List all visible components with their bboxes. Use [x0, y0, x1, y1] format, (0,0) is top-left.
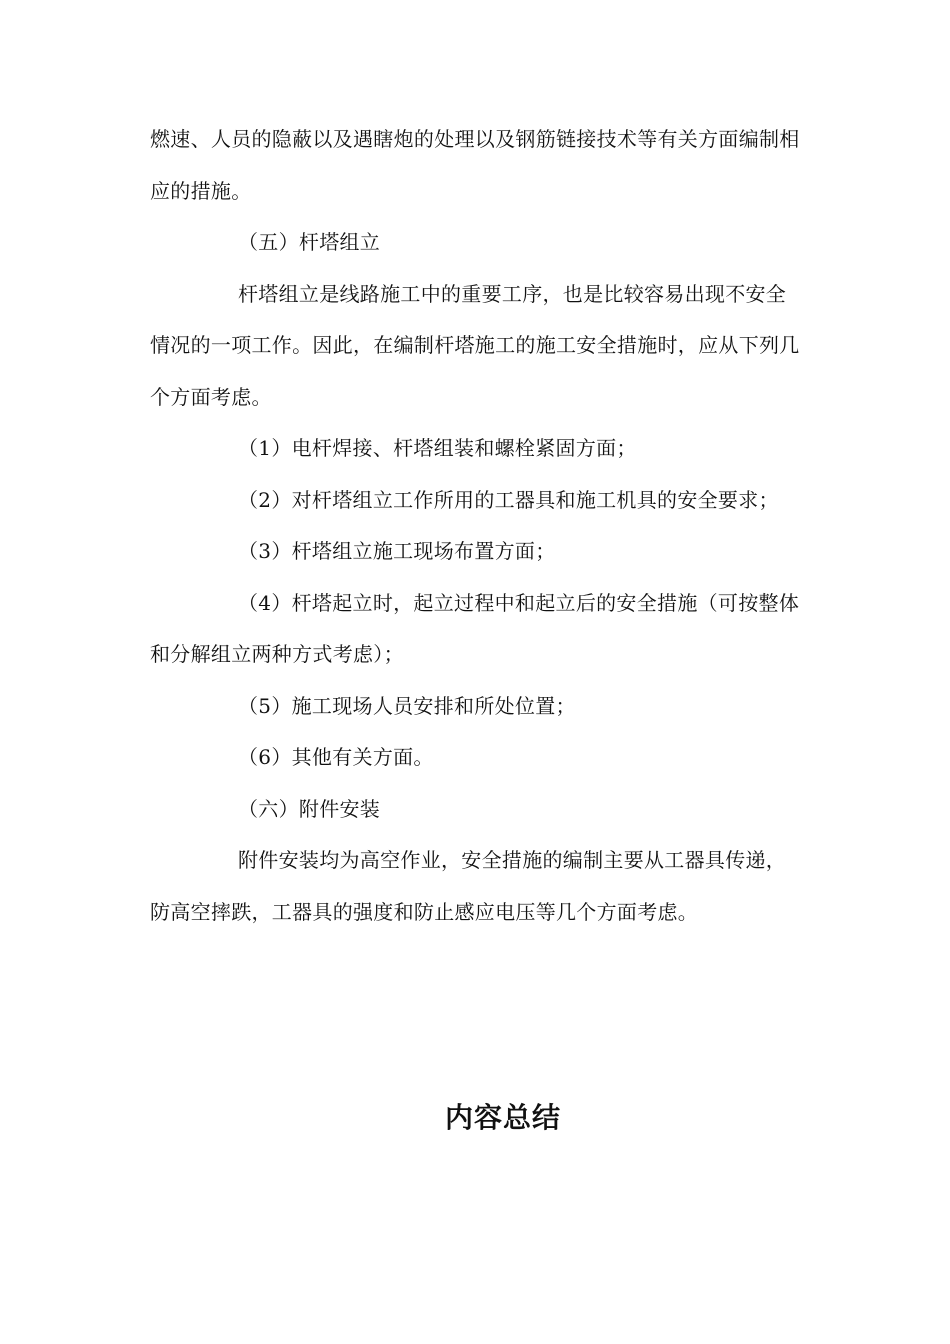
list-item-6: （6）其他有关方面。 [238, 745, 434, 769]
list-item-5: （5）施工现场人员安排和所处位置； [238, 693, 576, 718]
document-body [150, 114, 802, 938]
list-item-3: （3）杆塔组立施工现场布置方面； [238, 539, 556, 563]
list-item-2: （2）对杆塔组立工作所用的工器具和施工机具的安全要求； [238, 487, 779, 512]
paragraph-tower-erection-intro: 杆塔组立是线路施工中的重要工序，也是比较容易出现不安全情况的一项工作。因此，在编制杆塔施工的施工安全措施时，应从下列几个方面考虑。 [150, 281, 800, 409]
paragraph-blasting-continuation: 燃速、人员的隐蔽以及遇瞎炮的处理以及钢筋链接技术等有关方面编制相应的措施。 [150, 127, 800, 203]
paragraph-fittings-installation: 附件安装均为高空作业，安全措施的编制主要从工器具传递，防高空摔跌，工器具的强度和防止感应电压等几个方面考虑。 [150, 848, 787, 924]
section-heading-fittings-installation: （六）附件安装 [238, 796, 381, 821]
summary-title: 内容总结 [444, 1101, 561, 1134]
section-heading-tower-erection: （五）杆塔组立 [238, 230, 381, 254]
list-item-4: （4）杆塔起立时，起立过程中和起立后的安全措施（可按整体和分解组立两种方式考虑）； [150, 590, 800, 666]
list-item-1: （1）电杆焊接、杆塔组装和螺栓紧固方面； [238, 436, 637, 460]
